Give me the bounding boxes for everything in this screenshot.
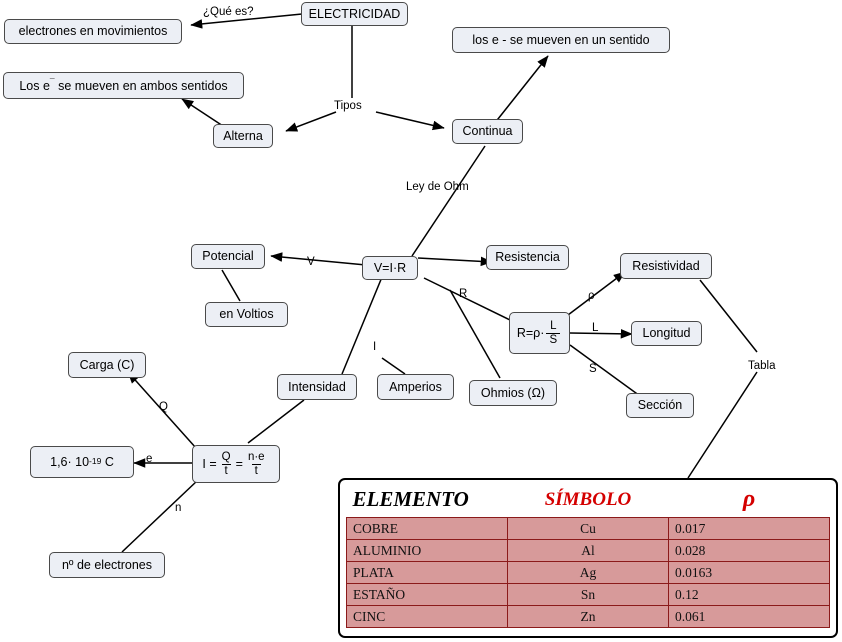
table-row [347,606,830,628]
node-seccion[interactable] [626,393,694,418]
cell-elemento: ALUMINIO [347,540,508,562]
node-potencial[interactable] [191,244,265,269]
formula-prefix: R=ρ· [516,325,545,340]
text-pre: Los e [19,78,50,93]
text-post: se mueven en ambos sentidos [58,78,228,93]
table-row [347,540,830,562]
cell-elemento: CINC [347,606,508,628]
table-header-row [347,484,830,518]
node-intensidad[interactable] [277,374,357,400]
table [346,484,830,628]
node-ohmios[interactable] [469,380,557,406]
table-row [347,518,830,540]
cell-rho: 0.061 [669,606,830,628]
fraction-ne-over-t [245,451,268,476]
node-label: Resistencia [495,250,560,265]
table-header-simbolo: SÍMBOLO [508,484,669,518]
formula-prefix: I = [202,456,217,471]
cell-elemento: PLATA [347,562,508,584]
node-label: V=I·R [373,260,407,275]
cell-simbolo: Cu [508,518,669,540]
edge-label-v: V [307,256,315,268]
edge-label-rho: ρ [588,290,595,302]
node-ambos-sentidos[interactable] [3,72,244,99]
cell-rho: 0.0163 [669,562,830,584]
edge-label-tabla: Tabla [748,360,776,372]
node-constante-carga[interactable] [30,446,134,478]
cell-simbolo: Sn [508,584,669,606]
table-body [347,518,830,628]
node-alterna[interactable] [213,124,273,148]
cell-simbolo: Al [508,540,669,562]
node-un-sentido[interactable] [452,27,670,53]
node-carga[interactable] [68,352,146,378]
node-label: los e - se mueven en un sentido [472,32,650,47]
fraction-numerator: Q [221,451,231,464]
node-continua[interactable] [452,119,523,144]
fraction-denominator: t [222,464,231,477]
formula-intensidad [202,451,269,476]
node-label: Amperios [389,379,442,394]
fraction-denominator: S [546,333,560,346]
table-row [347,562,830,584]
node-formula-intensidad[interactable] [192,445,280,483]
carga-base: 1,6· 10 [50,454,90,469]
fraction-l-over-s [546,320,560,345]
node-resistividad[interactable] [620,253,712,279]
cell-rho: 0.017 [669,518,830,540]
cell-elemento: ESTAÑO [347,584,508,606]
cell-rho: 0.12 [669,584,830,606]
node-label: electrones en movimientos [18,24,168,39]
node-label: Alterna [223,128,263,143]
node-label: Longitud [642,326,691,341]
equals-sign: = [235,456,243,471]
node-amperios[interactable] [377,374,454,400]
node-label: Sección [637,398,683,413]
fraction-q-over-t [219,451,234,476]
fraction-numerator: n·e [247,451,265,464]
cell-elemento: COBRE [347,518,508,540]
node-label: Potencial [202,249,254,264]
fraction-denominator: t [252,464,261,477]
table-head [347,484,830,518]
cell-rho: 0.028 [669,540,830,562]
edge-label-ley-de-ohm: Ley de Ohm [406,181,469,193]
node-electricidad[interactable] [301,2,408,26]
node-numero-electrones[interactable] [49,552,165,578]
node-formula-resistencia[interactable] [509,312,570,354]
edge-label-que-es: ¿Qué es? [203,6,254,18]
node-label: Ohmios (Ω) [480,385,546,400]
node-label: Resistividad [632,258,700,273]
cell-simbolo: Ag [508,562,669,584]
edge-label-n: n [175,502,182,514]
resistivity-table [338,478,838,638]
table-header-rho: ρ [669,484,830,518]
node-label: Continua [462,124,513,139]
fraction-numerator: L [550,320,557,333]
formula-resistencia [517,320,562,345]
node-label: nº de electrones [61,557,153,572]
node-resistencia[interactable] [486,245,569,270]
node-label: Carga (C) [79,357,135,372]
overline-mark: ¯ [49,76,55,87]
cell-simbolo: Zn [508,606,669,628]
carga-unit: C [104,454,114,469]
node-formula-v-i-r[interactable] [362,256,418,280]
carga-exponent: -19 [89,456,102,467]
node-longitud[interactable] [631,321,702,346]
edge-label-i: I [373,341,377,353]
node-label: ELECTRICIDAD [308,6,401,21]
node-electrones-en-movimientos[interactable] [4,19,182,44]
edge-label-r: R [459,288,468,300]
edge-label-tipos: Tipos [334,100,362,112]
edge-label-s: S [589,363,597,375]
edge-label-e: e [146,453,153,465]
node-label: Intensidad [288,379,346,394]
table-row [347,584,830,606]
node-label: en Voltios [219,307,274,322]
node-label [19,78,227,94]
table-header-elemento: ELEMENTO [347,484,508,518]
formula-carga-constante [50,455,114,469]
edge-label-q: Q [159,401,168,413]
node-en-voltios[interactable] [205,302,288,327]
edge-label-l: L [592,322,599,334]
